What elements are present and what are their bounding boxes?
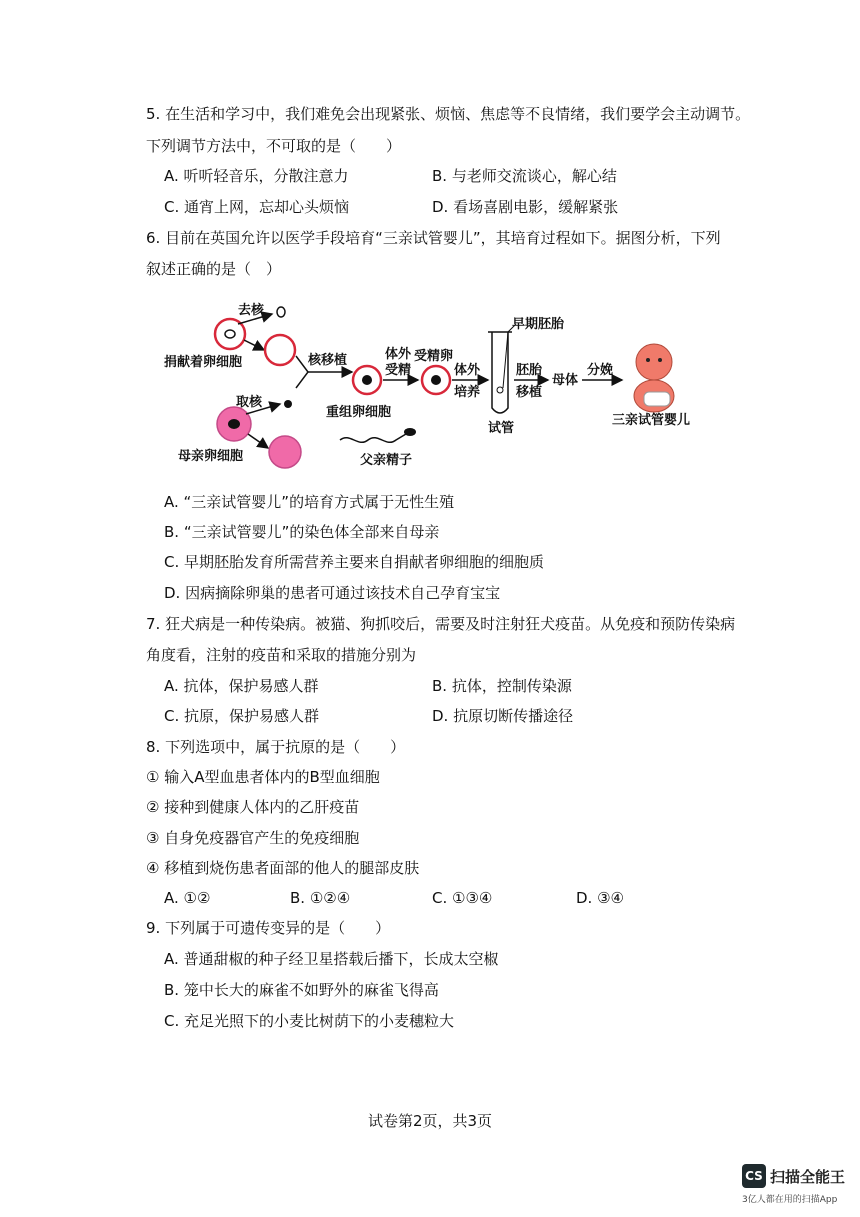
q7-stem-line1: 7. 狂犬病是一种传染病。被猫、狗抓咬后，需要及时注射狂犬疫苗。从免疫和预防传染病 [146,615,736,633]
q8-stem: 8. 下列选项中，属于抗原的是（ ） [146,738,406,756]
camscanner-logo-icon: CS [742,1164,766,1188]
test-tube [492,332,508,413]
camscanner-name: 扫描全能王 [770,1168,846,1186]
q9-option-a: A. 普通甜椒的种子经卫星搭载后播下，长成太空椒 [164,950,499,968]
q8-item-3: ③ 自身免疫器官产生的免疫细胞 [146,829,360,847]
mother-body-label: 母体 [552,373,579,388]
q5-stem-line2: 下列调节方法中，不可取的是（ ） [146,137,402,155]
take-nucleus-label: 取核 [236,395,263,410]
test-tube-label: 试管 [488,421,515,436]
donor-nucleus [225,330,235,338]
mother-nucleus [228,419,240,429]
q6-option-b: B. “三亲试管婴儿”的染色体全部来自母亲 [164,523,440,541]
baby-label: 三亲试管婴儿 [612,413,691,428]
q8-item-4: ④ 移植到烧伤患者面部的他人的腿部皮肤 [146,859,420,877]
q7-option-b: B. 抗体，控制传染源 [432,677,572,695]
q7-option-c: C. 抗原，保护易感人群 [164,707,320,725]
q8-option-a: A. ①② [164,889,211,907]
q8-option-c: C. ①③④ [432,889,493,907]
q8-option-d: D. ③④ [576,889,624,907]
culture-label: 培养 [454,385,481,400]
q5-option-c: C. 通宵上网，忘却心头烦恼 [164,198,350,216]
remove-nucleus-label: 去核 [238,303,265,318]
early-embryo-label: 早期胚胎 [512,317,565,332]
q6-stem-line2: 叙述正确的是（ ） [146,260,282,278]
q9-stem: 9. 下列属于可遗传变异的是（ ） [146,919,391,937]
sperm-tail [340,434,406,442]
camscanner-tagline: 3亿人都在用的扫描App [742,1195,838,1205]
q5-stem-line1: 5. 在生活和学习中，我们难免会出现紧张、烦恼、焦虑等不良情绪，我们要学会主动调节。 [146,105,751,123]
q7-option-d: D. 抗原切断传播途径 [432,707,574,725]
q6-stem-line1: 6. 目前在英国允许以医学手段培育“三亲试管婴儿”，其培育过程如下。据图分析，下列 [146,229,721,247]
q7-option-a: A. 抗体，保护易感人群 [164,677,319,695]
fertilized-egg-label: 受精卵 [414,349,454,364]
q7-stem-line2: 角度看，注射的疫苗和采取的措施分别为 [146,646,417,664]
baby-illustration [634,344,674,412]
three-parent-baby-diagram [160,292,720,472]
in-vitro-label-2: 体外 [454,363,481,378]
nuclear-transfer-label: 核移植 [308,353,348,368]
q5-option-a: A. 听听轻音乐，分散注意力 [164,167,349,185]
removed-nucleus [277,307,285,317]
mother-egg-label: 母亲卵细胞 [178,449,244,464]
q5-option-b: B. 与老师交流谈心，解心结 [432,167,617,185]
reconstructed-egg-label: 重组卵细胞 [326,405,392,420]
page-footer: 试卷第2页，共3页 [367,1112,493,1130]
q8-option-b: B. ①②④ [290,889,351,907]
embryo-label: 胚胎 [516,363,543,378]
donor-egg-label: 捐献着卵细胞 [164,355,243,370]
q6-option-d: D. 因病摘除卵巢的患者可通过该技术自己孕育宝宝 [164,584,501,602]
in-vitro-label-1: 体外 [385,347,412,362]
q6-option-c: C. 早期胚胎发育所需营养主要来自捐献者卵细胞的细胞质 [164,553,545,571]
birth-label: 分娩 [587,363,614,378]
q5-option-d: D. 看场喜剧电影，缓解紧张 [432,198,619,216]
mother-egg-remainder [269,436,301,468]
q6-option-a: A. “三亲试管婴儿”的培育方式属于无性生殖 [164,493,455,511]
transfer-label: 移植 [516,385,543,400]
q8-item-1: ① 输入A型血患者体内的B型血细胞 [146,768,380,786]
q8-item-2: ② 接种到健康人体内的乙肝疫苗 [146,798,360,816]
father-sperm-label: 父亲精子 [360,453,413,468]
q9-option-c: C. 充足光照下的小麦比树荫下的小麦穗粒大 [164,1012,455,1030]
sperm-head [404,428,416,436]
enucleated-donor-egg [265,335,295,365]
mother-nucleus-taken [284,400,292,408]
q9-option-b: B. 笼中长大的麻雀不如野外的麻雀飞得高 [164,981,439,999]
fertilization-label: 受精 [385,363,412,378]
